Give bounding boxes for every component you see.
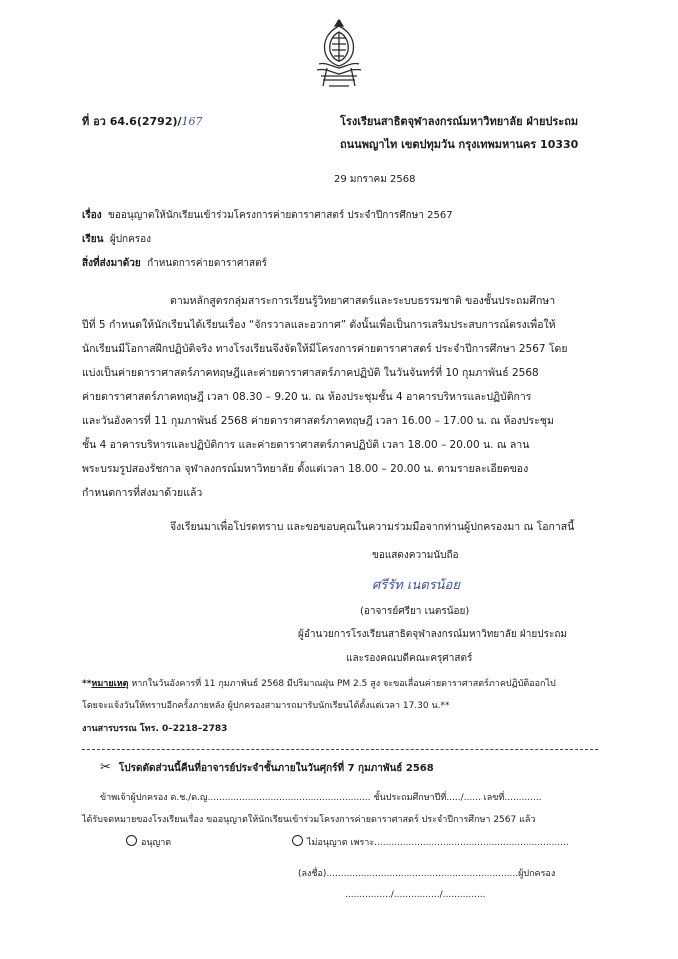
reference-number: ที่ อว 64.6(2792)/167 bbox=[82, 115, 203, 128]
body-line-4: แบ่งเป็นค่ายดาราศาสตร์ภาคทฤษฎีและค่ายดาราศาสตร์ภาคปฏิบัติ ในวันจันทร์ที่ 10 กุมภาพันธ์ 2568 bbox=[82, 367, 539, 379]
handwritten-signature: ศรีรัท เนตรน้อย bbox=[372, 578, 460, 593]
school-address: ถนนพญาไท เขตปทุมวัน กรุงเทพมหานคร 10330 bbox=[340, 138, 579, 151]
closing-paragraph: จึงเรียนมาเพื่อโปรดทราบ และขอขอบคุณในความร่วมมือจากท่านผู้ปกครองมา ณ โอกาสนี้ bbox=[170, 521, 575, 533]
body-line-2: ปีที่ 5 กำหนดให้นักเรียนได้เรียนเรื่อง “จักรวาลและอวกาศ” ดังนั้นเพื่อเป็นการเสริมประสบการณ์ตรงเพื่อให้ bbox=[82, 319, 556, 331]
cut-line bbox=[82, 749, 598, 750]
signatory-title-2: และรองคณบดีคณะครุศาสตร์ bbox=[346, 653, 473, 664]
subject-line: เรื่อง ขออนุญาตให้นักเรียนเข้าร่วมโครงการค่ายดาราศาสตร์ ประจำปีการศึกษา 2567 bbox=[82, 210, 453, 221]
allow-radio[interactable] bbox=[126, 835, 137, 846]
school-name: โรงเรียนสาธิตจุฬาลงกรณ์มหาวิทยาลัย ฝ่ายประถม bbox=[340, 115, 579, 128]
school-crest-logo bbox=[313, 16, 365, 92]
signatory-title-1: ผู้อำนวยการโรงเรียนสาธิตจุฬาลงกรณ์มหาวิทยาลัย ฝ่ายประถม bbox=[298, 629, 567, 640]
body-line-3: นักเรียนมีโอกาสฝึกปฏิบัติจริง ทางโรงเรียนจึงจัดให้มีโครงการค่ายดาราศาสตร์ ประจำปีการศึกษา 2567 โดย bbox=[82, 343, 568, 355]
body-line-8: พระบรมรูปสองรัชกาล จุฬาลงกรณ์มหาวิทยาลัย ตั้งแต่เวลา 18.00 – 20.00 น. ตามรายละเอียดของ bbox=[82, 463, 529, 475]
contact-phone: งานสารบรรณ โทร. 0–2218–2783 bbox=[82, 724, 228, 734]
parent-signature-line[interactable]: (ลงชื่อ)...................................................................ผู้ปกครอง bbox=[298, 869, 556, 879]
reply-instruction: ✂ โปรดตัดส่วนนี้คืนที่อาจารย์ประจำชั้นภายในวันศุกร์ที่ 7 กุมภาพันธ์ 2568 bbox=[100, 760, 434, 775]
body-line-1: ตามหลักสูตรกลุ่มสาระการเรียนรู้วิทยาศาสตร์และระบบธรรมชาติ ของชั้นประถมศึกษา bbox=[170, 295, 556, 307]
note-line-1: **หมายเหตุ หากในวันอังคารที่ 11 กุมภาพันธ์ 2568 มีปริมาณฝุ่น PM 2.5 สูง จะขอเลื่อนค่ายดาราศาสตร์ภาคปฏิบัติออกไป bbox=[82, 679, 556, 689]
scissors-icon: ✂ bbox=[100, 760, 111, 775]
body-line-5: ค่ายดาราศาสตร์ภาคทฤษฎี เวลา 08.30 – 9.20 น. ณ ห้องประชุมชั้น 4 อาคารบริหารและปฏิบัติการ bbox=[82, 391, 532, 403]
body-line-9: กำหนดการที่ส่งมาด้วยแล้ว bbox=[82, 487, 203, 499]
deny-radio[interactable] bbox=[292, 835, 303, 846]
reply-line-acknowledge: ได้รับจดหมายของโรงเรียนเรื่อง ขออนุญาตให้นักเรียนเข้าร่วมโครงการค่ายดาราศาสตร์ ประจำปีการศึกษา 2567 แล้ว bbox=[82, 815, 536, 825]
reply-line-parent: ข้าพเจ้าผู้ปกครอง ด.ช./ด.ญ......................................................... ชั้นประถมศึกษาปีที่...../...... เลขที่............. bbox=[100, 793, 542, 803]
body-line-6: และวันอังคารที่ 11 กุมภาพันธ์ 2568 ค่ายดาราศาสตร์ภาคทฤษฎี เวลา 16.00 – 17.00 น. ณ ห้องประชุม bbox=[82, 415, 554, 427]
option-deny[interactable]: ไม่อนุญาต เพราะ.................................................................... bbox=[292, 835, 569, 849]
note-line-2: โดยจะแจ้งวันให้ทราบอีกครั้งภายหลัง ผู้ปกครองสามารถมารับนักเรียนได้ตั้งแต่เวลา 17.30 น.** bbox=[82, 701, 450, 711]
option-allow[interactable]: อนุญาต bbox=[126, 835, 171, 849]
closing-salutation: ขอแสดงความนับถือ bbox=[372, 550, 459, 561]
reply-date-line[interactable]: ................/................/............... bbox=[345, 890, 486, 900]
recipient-line: เรียน ผู้ปกครอง bbox=[82, 234, 152, 245]
enclosure-line: สิ่งที่ส่งมาด้วย กำหนดการค่ายดาราศาสตร์ bbox=[82, 258, 267, 269]
signatory-name: (อาจารย์ศรียา เนตรน้อย) bbox=[360, 606, 470, 617]
body-line-7: ชั้น 4 อาคารบริหารและปฏิบัติการ และค่ายดาราศาสตร์ภาคปฏิบัติ เวลา 18.00 – 20.00 น. ณ ลาน bbox=[82, 439, 530, 451]
letter-date: 29 มกราคม 2568 bbox=[334, 174, 416, 185]
